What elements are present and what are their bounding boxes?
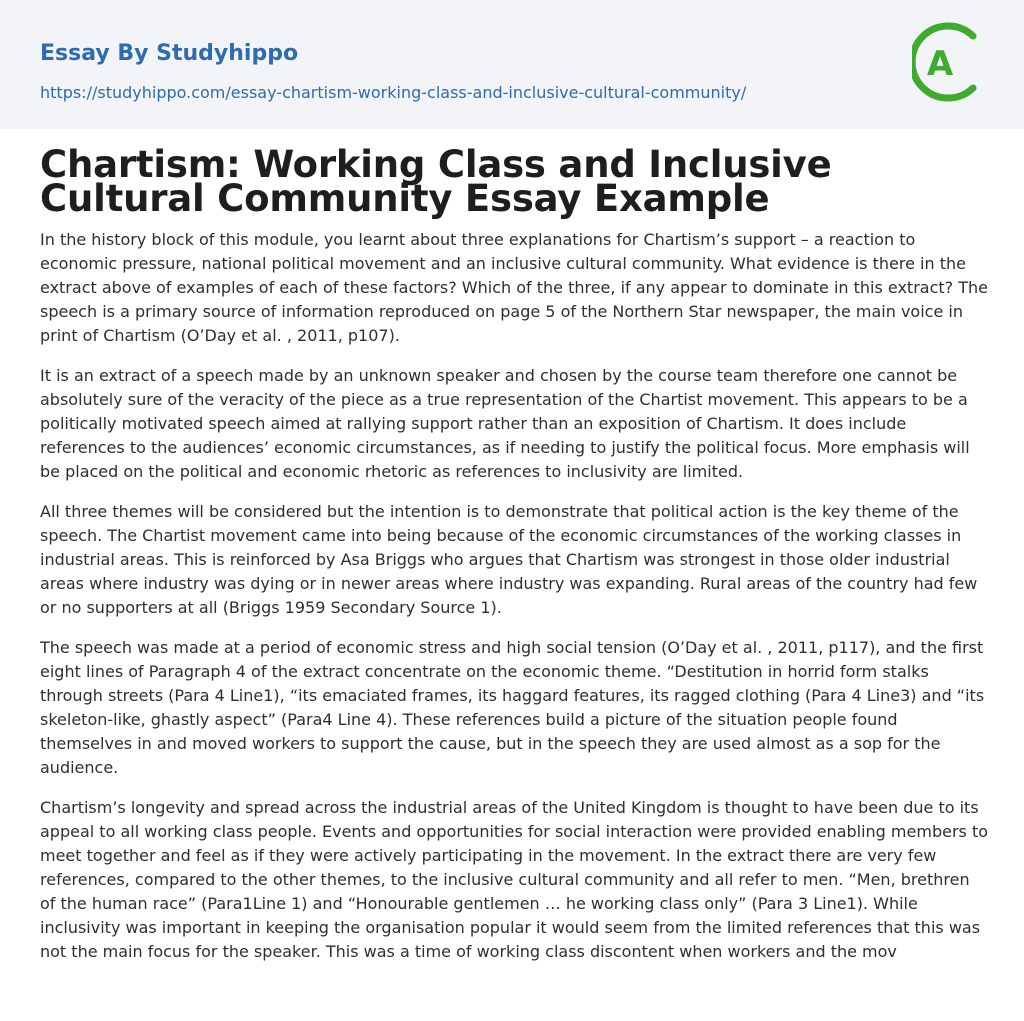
essay-paragraph: Chartism’s longevity and spread across the industrial areas of the United Kingdom is thought to have been due to its appeal to all working class people. Events and opportunities for social interaction were provided enabling members to meet together and feel as if they were actively participating in the movement. In the extract there are very few references, compared to the other themes, to the inclusive cultural community and all refer to men. “Men, brethren of the human race” (Para1Line 1) and “Honourable gentlemen … he working class only” (Para 3 Line1). While inclusivity was important in keeping the organisation popular it would seem from the limited references that this was not the main focus for the speaker. This was a time of working class discontent when workers and the mov bbox=[40, 798, 988, 961]
essay-paragraph: In the history block of this module, you learnt about three explanations for Chartism’s support – a reaction to economic pressure, national political movement and an inclusive cultural community. What evidence is there in the extract above of examples of each of these factors? Which of the three, if any appear to dominate in this extract? The speech is a primary source of information reproduced on page 5 of the Northern Star newspaper, the main voice in print of Chartism (O’Day et al. , 2011, p107). bbox=[40, 230, 988, 345]
page-title: Chartism: Working Class and Inclusive Cultural Community Essay Example bbox=[40, 143, 832, 220]
essay-paragraph: It is an extract of a speech made by an unknown speaker and chosen by the course team therefore one cannot be absolutely sure of the veracity of the piece as a true representation of the Chartist movement. This appears to be a politically motivated speech aimed at rallying support rather than an exposition of Chartism. It does include references to the audiences’ economic circumstances, as if needing to justify the political focus. More emphasis will be placed on the political and economic rhetoric as references to inclusivity are limited. bbox=[40, 366, 970, 481]
essay-paragraph: All three themes will be considered but the intention is to demonstrate that political action is the key theme of the speech. The Chartist movement came into being because of the economic circumstances of the working classes in industrial areas. This is reinforced by Asa Briggs who argues that Chartism was strongest in those older industrial areas where industry was dying or in newer areas where industry was expanding. Rural areas of the country had few or no supporters at all (Briggs 1959 Secondary Source 1). bbox=[40, 502, 978, 617]
source-url-link[interactable]: https://studyhippo.com/essay-chartism-working-class-and-inclusive-cultural-community/ bbox=[40, 83, 747, 102]
brand-title[interactable]: Essay By Studyhippo bbox=[40, 41, 299, 66]
essay-body bbox=[40, 228, 988, 964]
studyhippo-logo-icon[interactable] bbox=[912, 18, 988, 106]
essay-paragraph: The speech was made at a period of economic stress and high social tension (O’Day et al. , 2011, p117), and the first eight lines of Paragraph 4 of the extract concentrate on the economic theme. “Destitution in horrid form stalks through streets (Para 4 Line1), “its emaciated frames, its haggard features, its ragged clothing (Para 4 Line3) and “its skeleton-like, ghastly aspect” (Para4 Line 4). These references build a picture of the situation people found themselves in and moved workers to support the cause, but in the speech they are used almost as a sop for the audience. bbox=[40, 638, 985, 777]
site-header bbox=[0, 0, 1024, 129]
logo-letter: A bbox=[926, 44, 954, 84]
